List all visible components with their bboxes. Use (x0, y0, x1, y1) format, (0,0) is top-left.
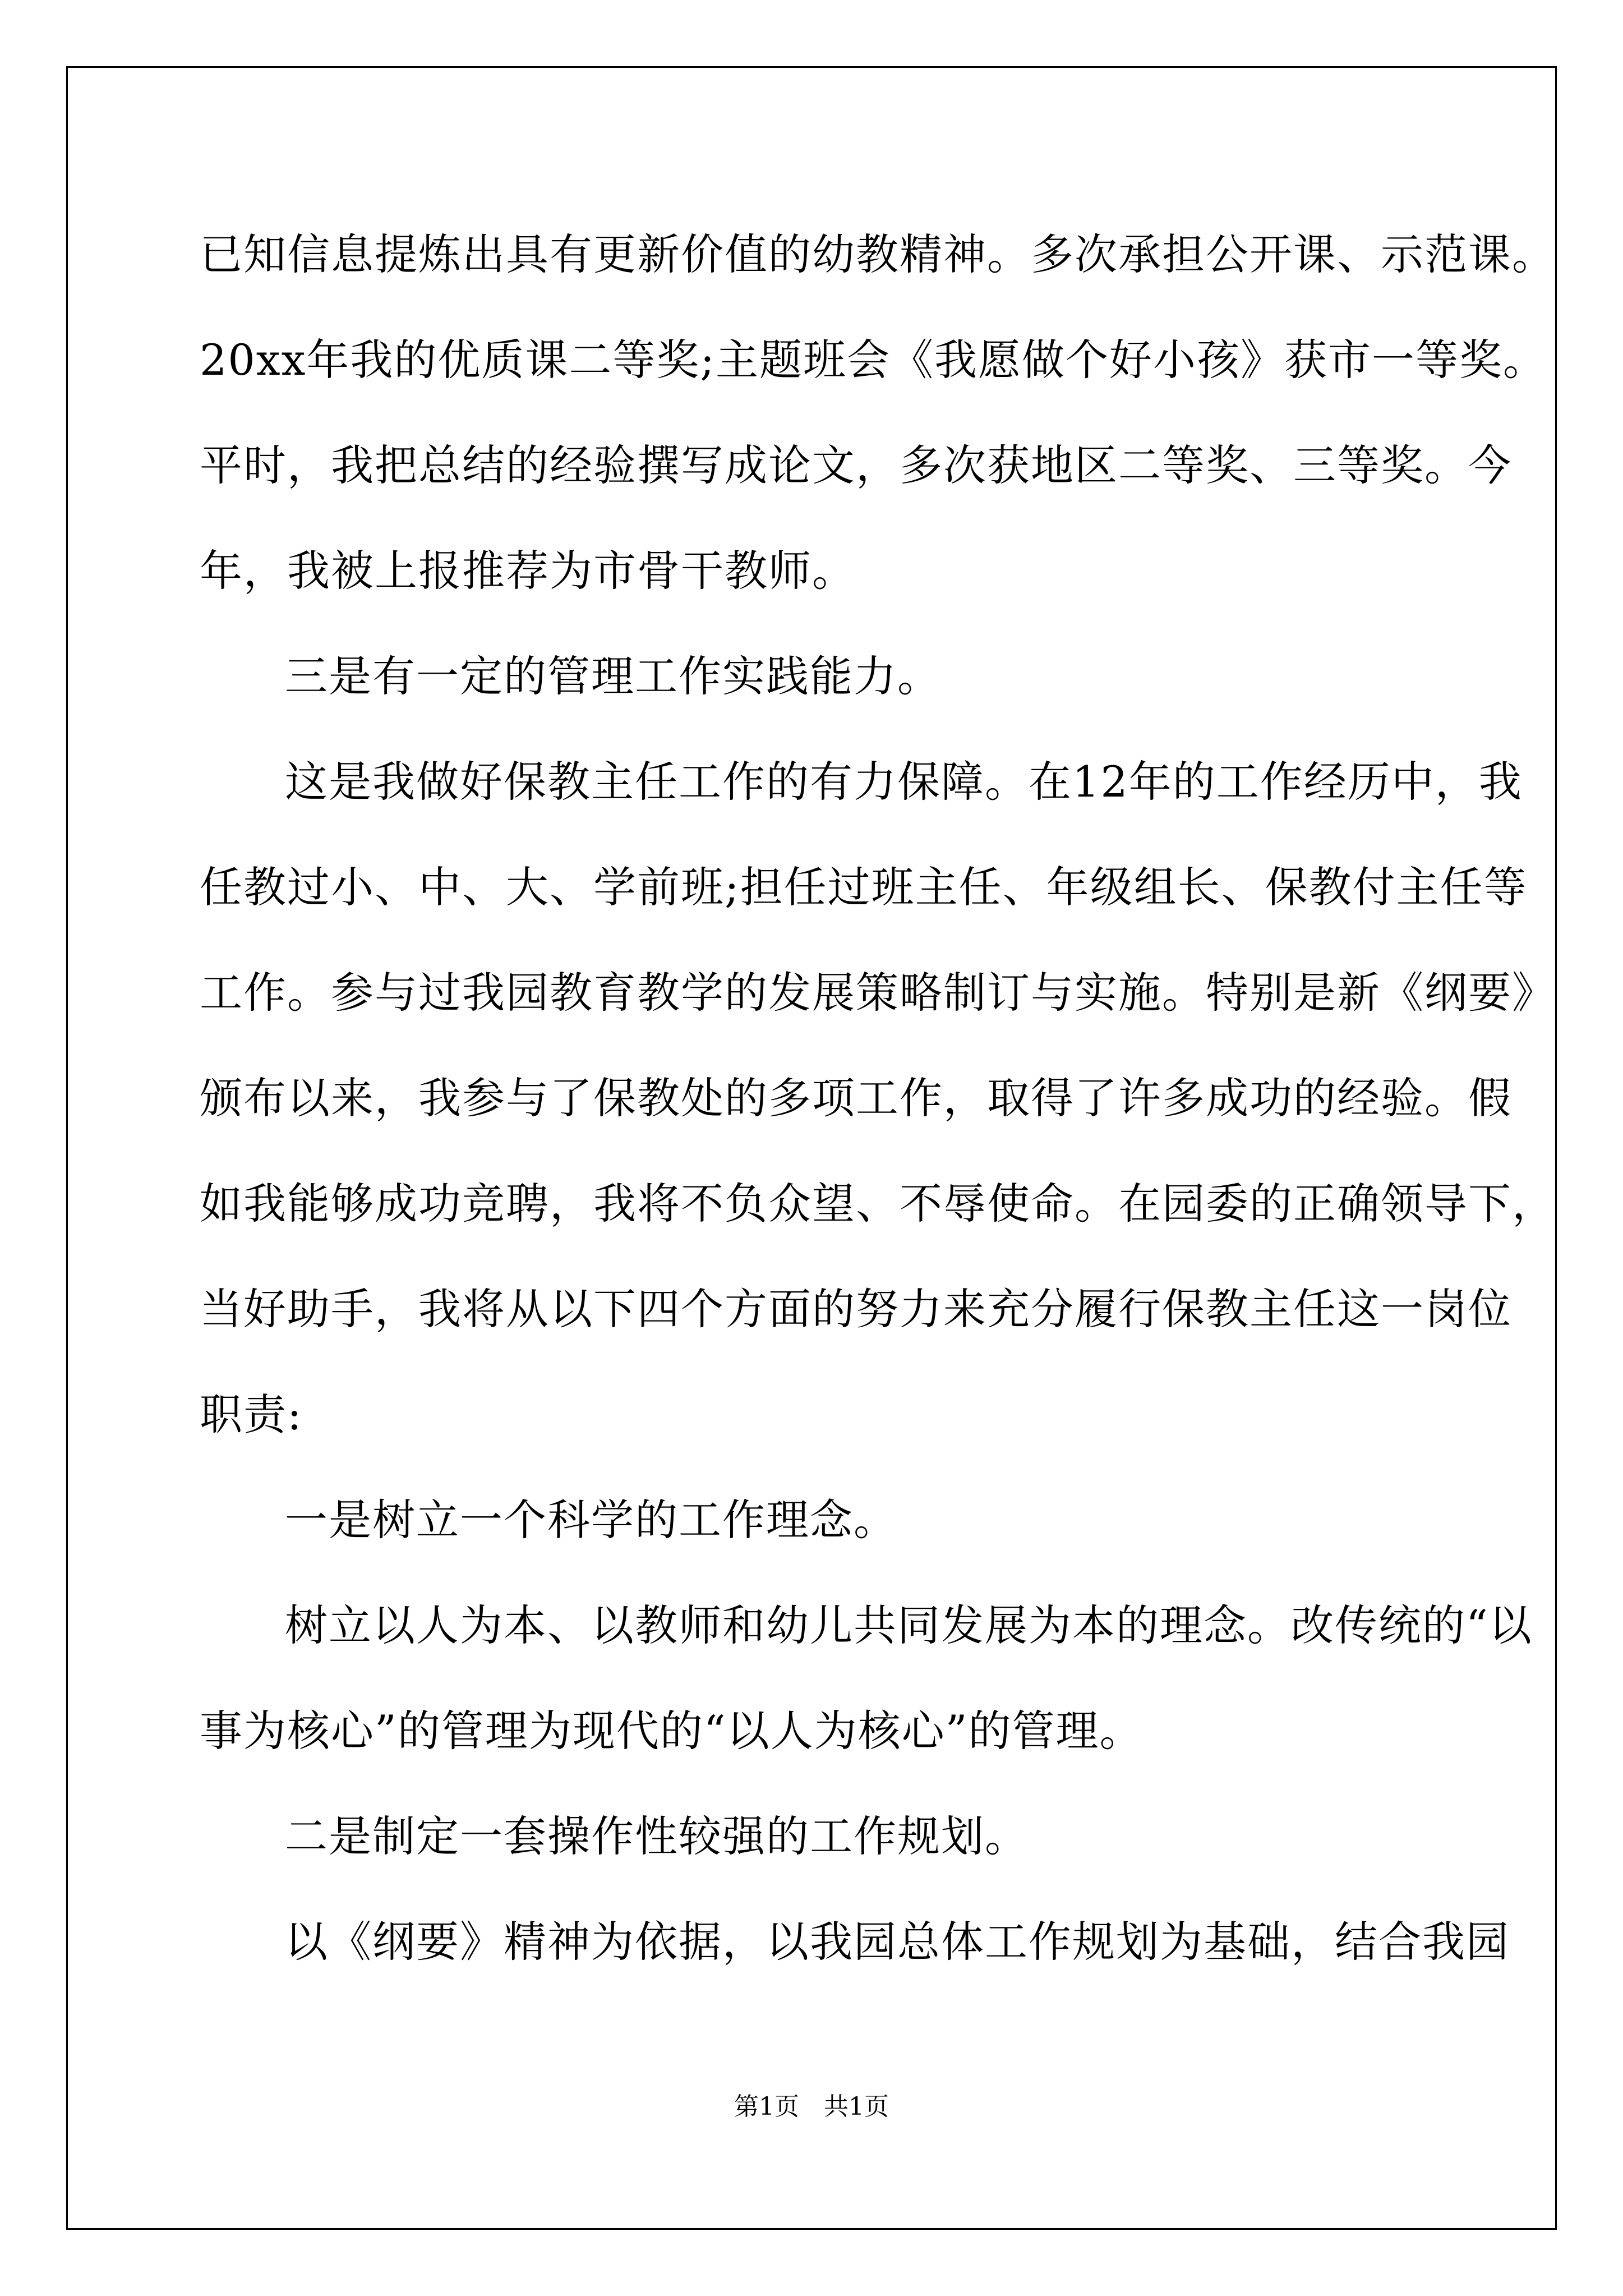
text-line: 事为核心”的管理为现代的“以人为核心”的管理。 (200, 1706, 1144, 1756)
text-line: 职责: (200, 1389, 303, 1439)
section-heading: 一是树立一个科学的工作理念。 (285, 1495, 897, 1545)
text-line: 以《纲要》精神为依据，以我园总体工作规划为基础，结合我园 (285, 1917, 1510, 1967)
text-line: 年，我被上报推荐为市骨干教师。 (200, 546, 856, 596)
page-footer: 第1页 共1页 (734, 2092, 889, 2121)
section-heading: 二是制定一套操作性较强的工作规划。 (285, 1811, 1029, 1861)
text-line: 已知信息提炼出具有更新价值的幼教精神。多次承担公开课、示范课。 (200, 229, 1556, 279)
text-line: 如我能够成功竞聘，我将不负众望、不辱使命。在园委的正确领导下， (200, 1179, 1556, 1228)
text-line: 任教过小、中、大、学前班;担任过班主任、年级组长、保教付主任等 (200, 862, 1528, 912)
text-line: 树立以人为本、以教师和幼儿共同发展为本的理念。改传统的“以 (285, 1600, 1533, 1650)
text-line: 这是我做好保教主任工作的有力保障。在12年的工作经历中，我 (285, 757, 1523, 807)
text-line: 工作。参与过我园教育教学的发展策略制订与实施。特别是新《纲要》 (200, 968, 1556, 1018)
text-line: 平时，我把总结的经验撰写成论文，多次获地区二等奖、三等奖。今 (200, 440, 1512, 490)
text-line: 20xx年我的优质课二等奖;主题班会《我愿做个好小孩》获市一等奖。 (200, 335, 1547, 385)
section-heading: 三是有一定的管理工作实践能力。 (285, 651, 941, 701)
text-line: 颁布以来，我参与了保教处的多项工作，取得了许多成功的经验。假 (200, 1073, 1512, 1123)
text-line: 当好助手，我将从以下四个方面的努力来充分履行保教主任这一岗位 (200, 1284, 1512, 1334)
document-body (200, 202, 1556, 1995)
